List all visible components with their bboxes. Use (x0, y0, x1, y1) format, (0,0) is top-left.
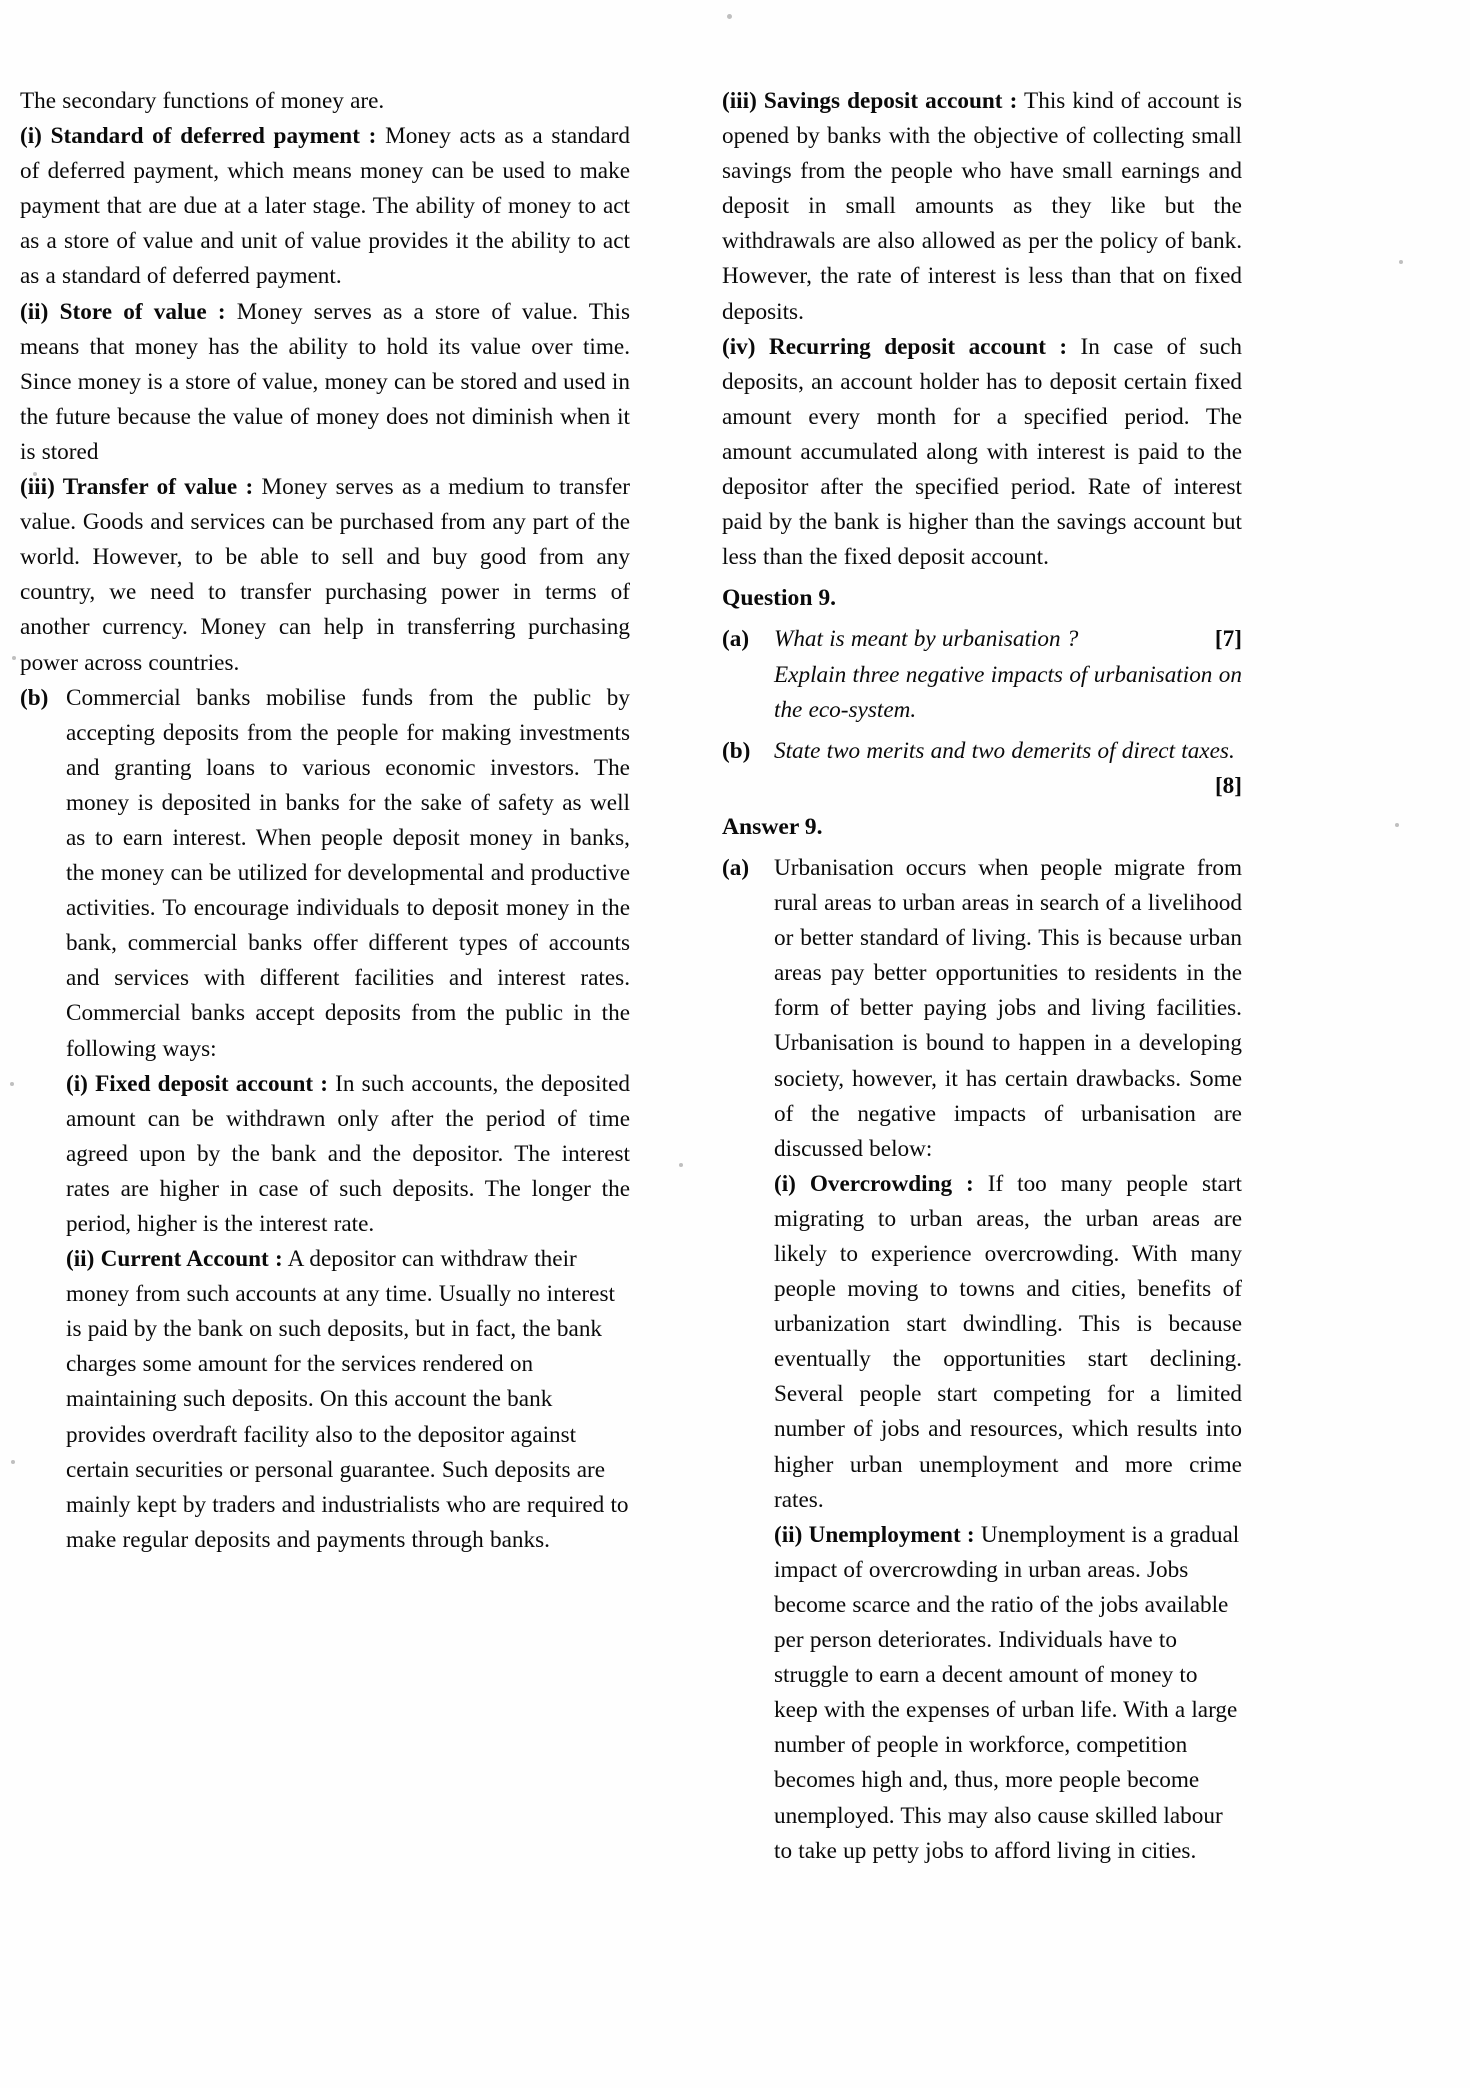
paragraph-store-of-value (20, 295, 630, 470)
paragraph-body: If too many people start migrating to urban areas, the urban areas are likely to experience overcrowding. With many people moving to towns and cities, benefits of urbanization start dwindling. This is because eventually the opportunities start declining. Several people start competing for a limited number of jobs and resources, which results into higher urban unemployment and more crime rates. (774, 1170, 1242, 1513)
paragraph-body: In case of such deposits, an account holder has to deposit certain fixed amount every month for a specified period. The amount accumulated along with interest is paid to the depositor after the specified period. Rate of interest paid by the bank is higher than the savings account but less than the fixed deposit account. (722, 333, 1242, 571)
term-overcrowding: (i) Overcrowding : (774, 1170, 974, 1197)
term-transfer-of-value: (iii) Transfer of value : (20, 474, 254, 501)
term-recurring-deposit-account: (iv) Recurring deposit account : (722, 333, 1068, 360)
term-savings-deposit-account: (iii) Savings deposit account : (722, 88, 1018, 114)
answer-9a-block (722, 851, 1242, 1869)
term-store-of-value: (ii) Store of value : (20, 298, 226, 325)
question-9a-text-1: What is meant by urbanisation ? (774, 626, 1079, 653)
question-9a-block (722, 622, 1242, 727)
paragraph-current-account (66, 1242, 630, 1558)
question-9-heading: Question 9. (722, 585, 837, 612)
answer-part-b-label: (b) (20, 684, 49, 711)
paragraph-body: A depositor can withdraw their money from such accounts at any time. Usually no interest is paid by the bank on such deposits, but in fact, the bank charges some amount for the services rendered on maintaining such deposits. On this account the bank provides overdraft facility also to the depositor against certain securities or personal guarantee. Such deposits are mainly kept by traders and industrialists who are required to make regular deposits and payments through banks. (66, 1246, 629, 1553)
question-9a-label: (a) (722, 626, 750, 653)
paragraph-body: Money serves as a medium to transfer value. Goods and services can be purchased from any part of the world. However, to be able to sell and buy good from any country, we need to transfer purchasing power in terms of another currency. Money can help in transferring purchasing power across countries. (20, 474, 630, 676)
scan-speckle (727, 14, 732, 19)
paragraph-body: This kind of account is opened by banks with the objective of collecting small savings from the people who have small earnings and deposit in small amounts as they like but the withdrawals are also allowed as per the policy of bank. However, the rate of interest is less than that on fixed deposits. (722, 88, 1242, 325)
paragraph-body: Money acts as a standard of deferred payment, which means money can be used to make payment that are due at a later stage. The ability of money to act as a store of value and unit of value provides it the ability to act as a standard of deferred payment. (20, 123, 630, 290)
question-9b-marks: [8] (1214, 772, 1242, 799)
paragraph-recurring-deposit-account (722, 330, 1242, 576)
term-standard-of-deferred-payment: (i) Standard of deferred payment : (20, 123, 377, 150)
paragraph-body: In such accounts, the deposited amount can be withdrawn only after the period of time agreed upon by the bank and the depositor. The interest rates are higher in case of such deposits. The longer the period, higher is the interest rate. (66, 1070, 630, 1237)
question-9a-line-2: Explain three negative impacts of urbanisation on the eco-system. (774, 661, 1242, 723)
answer-9a-label: (a) (722, 854, 750, 881)
left-column (0, 84, 650, 1869)
term-unemployment: (ii) Unemployment : (774, 1521, 975, 1548)
answer-9-heading: Answer 9. (722, 813, 823, 840)
answer-part-b-text: Commercial banks mobilise funds from the public by accepting deposits from the people for making investments and granting loans to various economic investors. The money is deposited in banks for the sake of safety as well as to earn interest. When people deposit money in banks, the money can be utilized for developmental and productive activities. To encourage individuals to deposit money in the bank, commercial banks offer different types of accounts and services with different facilities and interest rates. Commercial banks accept deposits from the public in the following ways: (66, 684, 630, 1062)
term-current-account: (ii) Current Account : (66, 1246, 283, 1273)
paragraph-body: Unemployment is a gradual impact of overcrowding in urban areas. Jobs become scarce and the ratio of the jobs available per person deteriorates. Individuals have to struggle to earn a decent amount of money to keep with the expenses of urban life. With a large number of people in workforce, competition becomes high and, thus, more people become unemployed. This may also cause skilled labour to take up petty jobs to afford living in cities. (774, 1521, 1240, 1864)
two-column-body (0, 84, 1470, 1869)
answer-9a-text: Urbanisation occurs when people migrate from rural areas to urban areas in search of a livelihood or better standard of living. This is because urban areas pay better opportunities to residents in the form of better paying jobs and living facilities. Urbanisation is bound to happen in a developing society, however, it has certain drawbacks. Some of the negative impacts of urbanisation are discussed below: (774, 854, 1242, 1162)
question-9b-text: State two merits and two demerits of direct taxes. (774, 737, 1235, 764)
question-9a-line-1 (774, 622, 1242, 657)
question-9b-block (722, 734, 1242, 804)
right-column (650, 84, 1300, 1869)
paragraph-fixed-deposit-account (66, 1067, 630, 1242)
paragraph-unemployment (774, 1518, 1242, 1869)
paragraph-transfer-of-value (20, 470, 630, 681)
paragraph-overcrowding (774, 1167, 1242, 1518)
paragraph-body: Money serves as a store of value. This means that money has the ability to hold its value over time. Since money is a store of value, money can be stored and used in the future because the value of money does not diminish when it is stored (20, 298, 630, 465)
question-9b-label: (b) (722, 737, 751, 764)
term-fixed-deposit-account: (i) Fixed deposit account : (66, 1070, 328, 1097)
paragraph-standard-of-deferred-payment (20, 119, 630, 294)
paragraph-secondary-functions-intro: The secondary functions of money are. (20, 88, 385, 114)
paragraph-savings-deposit-account (722, 84, 1242, 330)
question-9a-marks: [7] (1214, 626, 1242, 653)
answer-part-b-block (20, 681, 630, 1558)
